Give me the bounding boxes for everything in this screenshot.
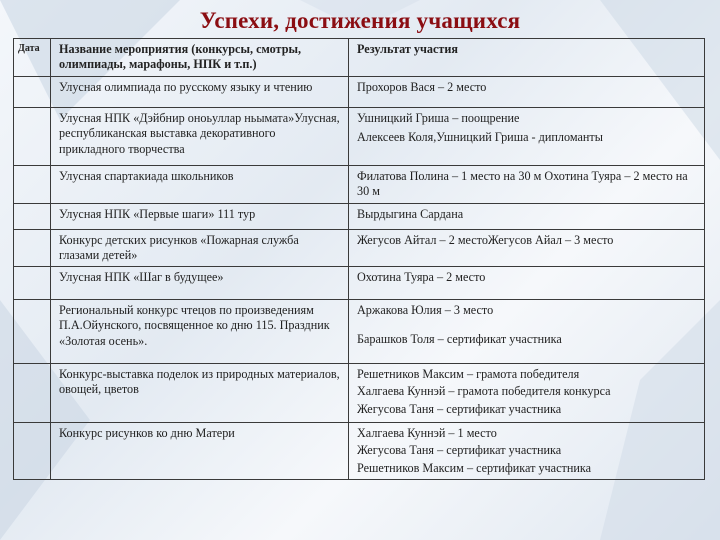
result-line: Вырдыгина Сардана — [357, 206, 464, 221]
table-row — [14, 166, 705, 204]
result-line: Халгаева Куннэй – грамота победителя конкурса — [357, 384, 611, 399]
result-line: Решетников Максим – сертификат участника — [357, 460, 592, 475]
result-cell — [349, 423, 705, 480]
result-line: Жегусова Таня – сертификат участника — [357, 401, 562, 416]
event-cell: Региональный конкурс чтецов по произведениям П.А.Ойунского, посвященное ко дню 115. Праздник «Золотая осень». — [51, 300, 349, 364]
result-line: Жегусов Айтал – 2 местоЖегусов Айал – 3 место — [357, 232, 614, 247]
table-header-row — [14, 39, 705, 77]
event-cell: Конкурс рисунков ко дню Матери — [51, 423, 349, 480]
table-row — [14, 267, 705, 300]
result-line: Охотина Туяра – 2 место — [357, 270, 486, 284]
event-cell: Улусная НПК «Дэйбнир оноьуллар ньымата»Улусная, республиканская выставка декоративного прикладного творчества — [51, 108, 349, 166]
result-cell — [349, 229, 705, 267]
result-cell — [349, 108, 705, 166]
achievements-table — [13, 38, 705, 480]
result-line: Ушницкий Гриша – поощрение — [357, 111, 520, 125]
result-line: Алексеев Коля,Ушницкий Гриша - дипломанты — [357, 130, 603, 145]
table-row — [14, 423, 705, 480]
result-cell — [349, 300, 705, 364]
table-row — [14, 300, 705, 364]
table-row — [14, 229, 705, 267]
result-cell — [349, 364, 705, 423]
result-line: Аржакова Юлия – 3 место — [357, 303, 494, 317]
result-line: Жегусова Таня – сертификат участника — [357, 443, 562, 458]
event-cell: Улусная НПК «Первые шаги» 111 тур — [51, 203, 349, 229]
date-cell — [14, 108, 51, 166]
event-cell: Улусная олимпиада по русскому языку и чтению — [51, 77, 349, 108]
event-cell: Улусная НПК «Шаг в будущее» — [51, 267, 349, 300]
header-event: Название мероприятия (конкурсы, смотры, олимпиады, марафоны, НПК и т.п.) — [51, 39, 349, 77]
date-cell — [14, 267, 51, 300]
result-line: Филатова Полина – 1 место на 30 м Охотина Туяра – 2 место на 30 м — [357, 169, 688, 199]
result-cell — [349, 203, 705, 229]
event-cell: Конкурс детских рисунков «Пожарная служба глазами детей» — [51, 229, 349, 267]
table-row — [14, 108, 705, 166]
table-row — [14, 364, 705, 423]
date-cell — [14, 364, 51, 423]
date-cell — [14, 229, 51, 267]
header-date: Дата — [14, 39, 51, 77]
result-line: Решетников Максим – грамота победителя — [357, 367, 580, 381]
date-cell — [14, 203, 51, 229]
event-cell: Улусная спартакиада школьников — [51, 166, 349, 204]
result-cell — [349, 77, 705, 108]
result-line: Прохоров Вася – 2 место — [357, 80, 487, 94]
result-cell — [349, 267, 705, 300]
date-cell — [14, 166, 51, 204]
result-line: Барашков Толя – сертификат участника — [357, 332, 562, 347]
date-cell — [14, 300, 51, 364]
result-cell — [349, 166, 705, 204]
date-cell — [14, 423, 51, 480]
table-row — [14, 203, 705, 229]
result-line: Халгаева Куннэй – 1 место — [357, 426, 497, 440]
date-cell — [14, 77, 51, 108]
table-row — [14, 77, 705, 108]
header-result: Результат участия — [349, 39, 705, 77]
event-cell: Конкурс-выставка поделок из природных материалов, овощей, цветов — [51, 364, 349, 423]
page-title: Успехи, достижения учащихся — [199, 8, 521, 33]
